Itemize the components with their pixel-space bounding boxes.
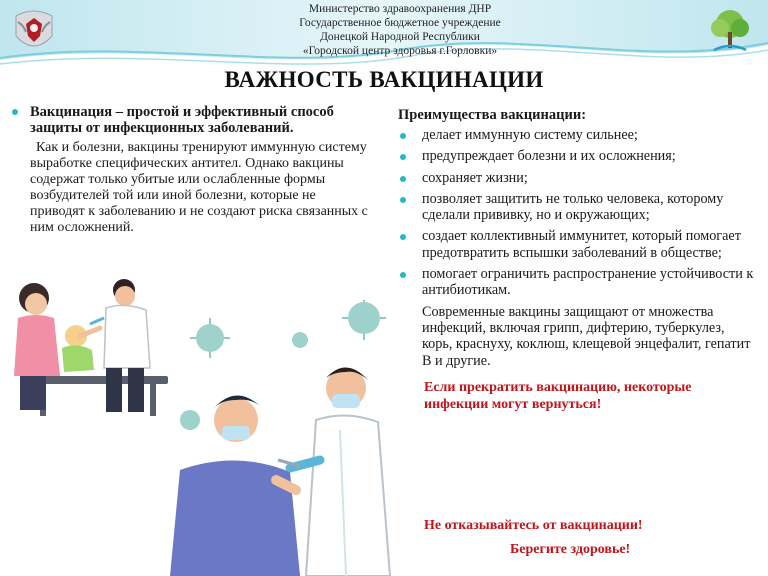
lead-text: Вакцинация – простой и эффективный способ защиты от инфекционных заболеваний.	[30, 104, 334, 136]
bullet-icon	[400, 272, 406, 278]
advantages-heading: Преимущества вакцинации:	[398, 107, 587, 123]
vaccination-scene-illustration	[150, 300, 412, 576]
right-column	[398, 106, 758, 413]
list-item	[398, 170, 758, 186]
list-item-text: создает коллективный иммунитет, который помогает предотвратить вспышки заболеваний в обществе;	[422, 228, 741, 261]
list-item	[398, 228, 758, 261]
warning-text: Если прекратить вакцинацию, некоторые инфекции могут вернуться!	[424, 379, 692, 412]
bullet-icon	[12, 109, 18, 115]
list-item	[398, 266, 758, 299]
list-item-text: сохраняет жизни;	[422, 169, 528, 186]
header-line: Донецкой Народной Республики	[320, 31, 480, 43]
advantages-list	[398, 127, 758, 299]
left-column	[10, 104, 370, 236]
page-title: ВАЖНОСТЬ ВАКЦИНАЦИИ	[224, 67, 544, 92]
organization-header	[230, 2, 570, 58]
bullet-icon	[400, 234, 406, 240]
list-item-text: позволяет защитить не только человека, которому сделали прививку, но и окружающих;	[422, 190, 724, 224]
header-line: Государственное бюджетное учреждение	[299, 17, 501, 29]
header-line: «Городской центр здоровья г.Горловки»	[302, 45, 498, 57]
modern-vaccines-paragraph: Современные вакцины защищают от множества инфекций, включая грипп, дифтерию, туберкулез, корь, краснуху, коклюш, клещевой энцефалит, гепатит В и другие.	[422, 303, 751, 369]
bullet-icon	[400, 197, 406, 203]
bullet-icon	[400, 133, 406, 139]
list-item-text: делает иммунную систему сильнее;	[422, 127, 638, 143]
list-item-text: предупреждает болезни и их осложнения;	[422, 148, 676, 165]
list-item	[398, 148, 758, 164]
list-item	[398, 127, 758, 143]
bullet-icon	[400, 154, 406, 160]
health-center-tree-logo-icon	[706, 6, 754, 56]
list-item	[398, 191, 758, 224]
call-to-action: Не отказывайтесь от вакцинации!	[424, 518, 643, 533]
dnr-emblem-icon	[12, 6, 56, 58]
list-item-text: помогает ограничить распространение устойчивости к антибиотикам.	[422, 266, 754, 299]
lead-statement	[10, 104, 370, 136]
header-line: Министерство здравоохранения ДНР	[308, 3, 492, 15]
explanation-paragraph: Как и болезни, вакцины тренируют иммунную систему выработке специфических антител. Однако вакцины содержат только убитые или ослабленные формы возбудителей той или иной болезни, которые не приводят к заболеванию и не создают риска связанных с ним осложнений.	[30, 140, 368, 235]
bullet-icon	[400, 176, 406, 182]
closing-slogan: Берегите здоровье!	[510, 542, 631, 557]
